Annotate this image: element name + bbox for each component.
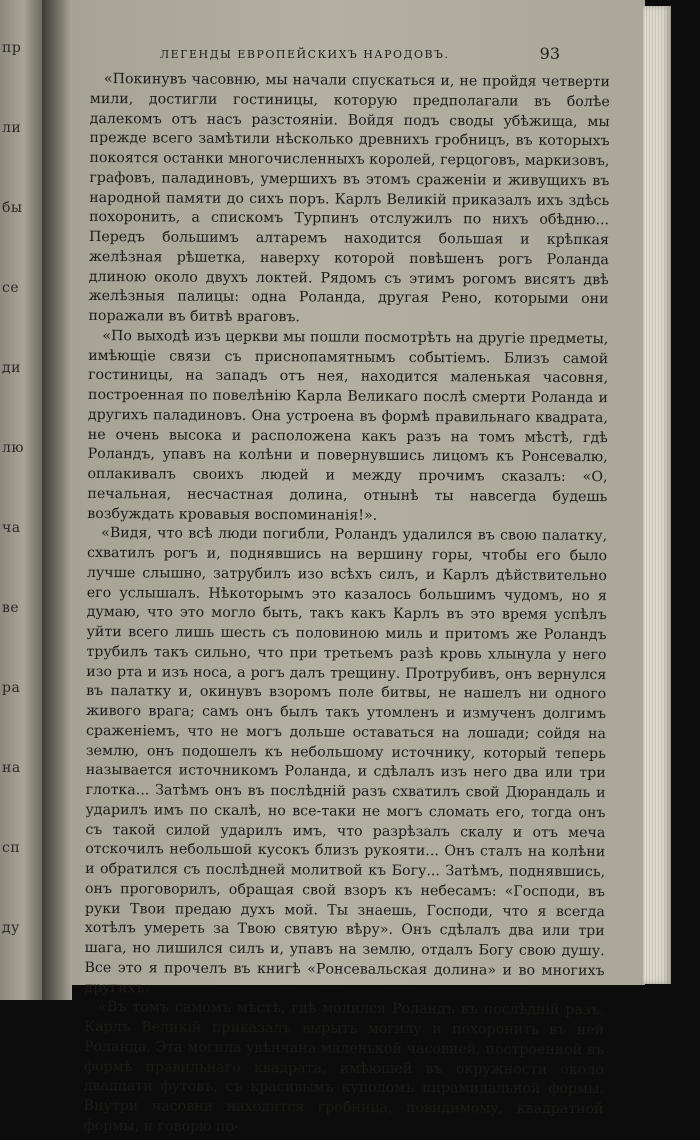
facing-page-fragment: ди [2, 360, 21, 376]
running-title: ЛЕГЕНДЫ ЕВРОПЕЙСКИХЪ НАРОДОВЪ. [160, 48, 450, 61]
page-header [100, 44, 560, 68]
paragraph: «Въ томъ самомъ мѣстѣ, гдѣ молился Роландъ въ послѣдній разъ, Карлъ Великій приказалъ вырыть могилу и похоронить въ ней Роланда. Эта могила увѣнчана маленькой часовней, построенной въ формѣ правильнаго квадрата, имѣющей въ окружности около двадцати футовъ, съ красивымъ куполомъ пирамидальной формы. Внутри часовни находится гробница, повидимому, квадратной формы, и говорю по- [83, 999, 605, 1135]
page-body [83, 70, 610, 1135]
paragraph: «По выходѣ изъ церкви мы пошли посмотрѣть на другіе предметы, имѣющіе связи съ приснопамятнымъ событіемъ. Близъ самой гостиницы, на западъ отъ нея, находится маленькая часовня, построенная по повелѣнію Карла Великаго послѣ смерти Роланда и другихъ паладиновъ. Она устроена въ формѣ правильнаго квадрата, не очень высока и расположена какъ разъ на томъ мѣстѣ, гдѣ Роландъ, упавъ на колѣни и повернувшись лицомъ къ Ронсевалю, оплакивалъ своихъ людей и между прочимъ сказалъ: «О, печальная, несчастная долина, отнынѣ ты навсегда будешь возбуждать кровавыя воспоминанія!». [87, 327, 609, 524]
facing-page-fragment: бы [2, 200, 23, 216]
book-gutter [42, 0, 72, 1000]
page-number: 93 [539, 44, 560, 63]
facing-page-fragment: ду [2, 920, 20, 936]
facing-page-fragment: ли [2, 120, 22, 136]
facing-page-fragment: сп [2, 840, 21, 856]
facing-page-fragment: пр [2, 40, 22, 56]
facing-page-fragment: ра [2, 680, 21, 696]
paragraph: «Покинувъ часовню, мы начали спускаться и, не пройдя четверти мили, достигли гостиницы, которую предполагали въ болѣе далекомъ отъ насъ разстояніи. Войдя подъ своды убѣжища, мы прежде всего замѣтили нѣсколько древнихъ гробницъ, въ которыхъ покоятся останки многочисленныхъ королей, герцоговъ, маркизовъ, графовъ, паладиновъ, умершихъ въ этомъ сраженіи и живущихъ въ народной памяти до сихъ поръ. Карлъ Великій приказалъ ихъ здѣсь похоронить, а спискомъ Турпинъ отслужилъ по нихъ обѣдню... Передъ большимъ алтаремъ находится большая и крѣпкая желѣзная рѣшетка, наверху которой повѣшенъ рогъ Роланда длиною около двухъ локтей. Рядомъ съ этимъ рогомъ висятъ двѣ желѣзныя палицы: одна Роланда, другая Рено, которыми они поражали въ битвѣ враговъ. [88, 71, 610, 326]
facing-page-edge [0, 0, 42, 1000]
facing-page-fragment: на [2, 760, 21, 776]
paragraph: «Видя, что всѣ люди погибли, Роландъ удалился въ свою палатку, схватилъ рогъ и, поднявшись на вершину горы, чтобы его было лучше слышно, затрубилъ изо всѣхъ силъ, и Карлъ дѣйствительно его услышалъ. Нѣкоторымъ это казалось большимъ чудомъ, но я думаю, что это могло быть, такъ какъ Карлъ въ это время успѣлъ уйти всего лишь шесть съ половиною миль и притомъ же Роландъ трубилъ такъ сильно, что при третьемъ разѣ кровь хлынула у него изо рта и изъ носа, а рогъ далъ трещину. Протрубивъ, онъ вернулся въ палатку и, окинувъ взоромъ поле битвы, не нашелъ ни одного живого врага; самъ онъ былъ такъ утомленъ и измученъ долгимъ сраженіемъ, что не могъ дольше оставаться на лошади; сойдя на землю, онъ подошелъ къ небольшому источнику, который теперь называется источникомъ Роланда, и сдѣлалъ изъ него два или три глотка... Затѣмъ онъ въ послѣдній разъ схватилъ свой Дюрандаль и ударилъ имъ по скалѣ, но все-таки не могъ сломать его, тогда онъ съ такой силой ударилъ имъ, что разрѣзалъ скалу и отъ меча отскочилъ небольшой кусокъ близъ рукояти... Онъ сталъ на колѣни и обратился съ послѣдней молитвой къ Богу... Затѣмъ, поднявшись, онъ проговорилъ, обращая свой взоръ къ небесамъ: «Господи, въ руки Твои предаю духъ мой. Ты знаешь, Господи, что я всегда хотѣлъ умереть за Твою святую вѣру». Онъ сдѣлалъ два или три шага, но лишился силъ и, упавъ на землю, отдалъ Богу свою душу. Все это я прочелъ въ книгѣ «Ронсевальская долина» и во многихъ другихъ. [84, 525, 608, 996]
facing-page-fragment: ча [2, 520, 21, 536]
page-edges [643, 6, 671, 984]
facing-page-fragment: ве [2, 600, 20, 616]
facing-page-fragment: лю [2, 440, 25, 456]
facing-page-fragment: се [2, 280, 20, 296]
